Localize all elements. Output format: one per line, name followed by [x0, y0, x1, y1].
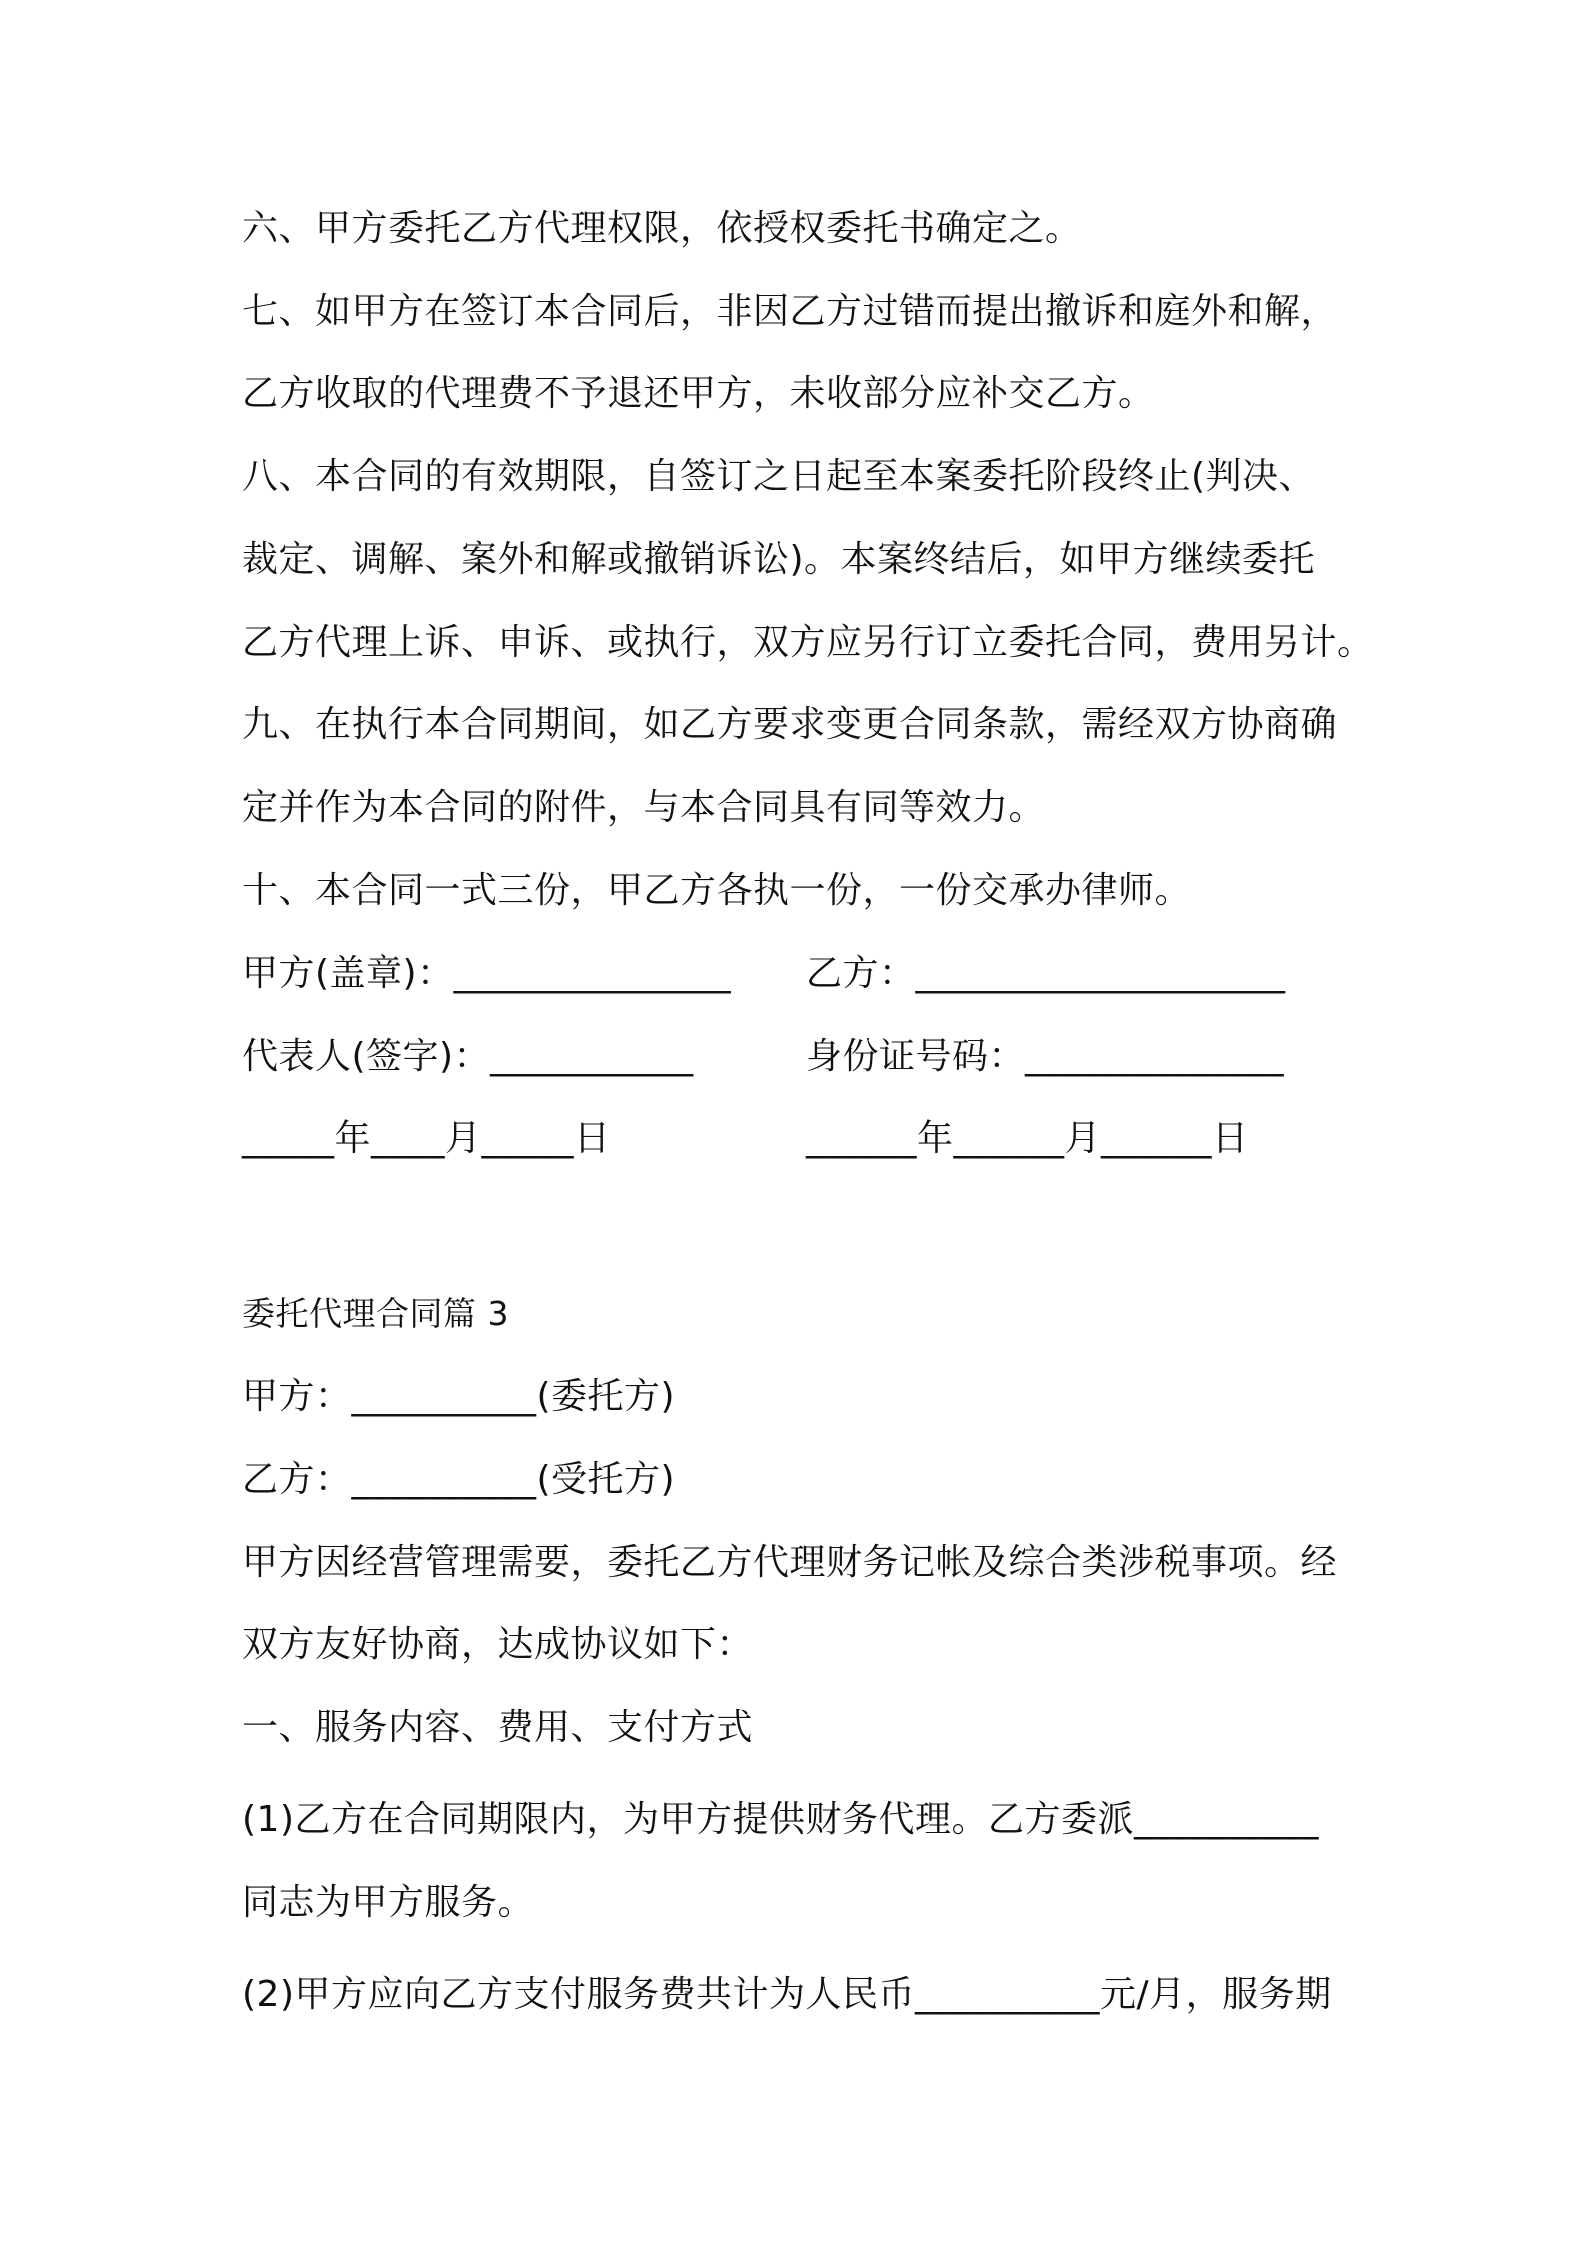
section-title: 委托代理合同篇 3	[242, 1294, 509, 1333]
intro-line-2: 双方友好协商，达成协议如下：	[242, 1624, 754, 1665]
clause-7-line-2: 乙方收取的代理费不予退还甲方，未收部分应补交乙方。	[242, 373, 1155, 414]
item-1-line-1: (1)乙方在合同期限内，为甲方提供财务代理。乙方委派__________	[242, 1799, 1319, 1840]
clause-8-line-3: 乙方代理上诉、申诉、或执行，双方应另行订立委托合同，费用另计。	[242, 622, 1374, 663]
signature-id-number: 身份证号码：______________	[806, 1036, 1285, 1077]
clause-6: 六、甲方委托乙方代理权限，依授权委托书确定之。	[242, 208, 1082, 249]
item-1-line-2: 同志为甲方服务。	[242, 1882, 535, 1923]
signature-party-a: 甲方(盖章)：_______________	[242, 953, 732, 994]
signature-party-b: 乙方：____________________	[806, 953, 1286, 994]
heading-service: 一、服务内容、费用、支付方式	[242, 1707, 754, 1748]
intro-line-1: 甲方因经营管理需要，委托乙方代理财务记帐及综合类涉税事项。经	[242, 1542, 1338, 1583]
clause-9-line-1: 九、在执行本合同期间，如乙方要求变更合同条款，需经双方协商确	[242, 704, 1338, 745]
item-2-line-1: (2)甲方应向乙方支付服务费共计为人民币__________元/月，服务期	[242, 1974, 1332, 2015]
clause-8-line-1: 八、本合同的有效期限，自签订之日起至本案委托阶段终止(判决、	[242, 456, 1316, 497]
date-left: _____年____月_____日	[242, 1118, 611, 1159]
clause-7-line-1: 七、如甲方在签订本合同后，非因乙方过错而提出撤诉和庭外和解，	[242, 291, 1338, 332]
party-b-line: 乙方：__________(受托方)	[242, 1459, 676, 1500]
clause-10: 十、本合同一式三份，甲乙方各执一份，一份交承办律师。	[242, 870, 1192, 911]
clause-9-line-2: 定并作为本合同的附件，与本合同具有同等效力。	[242, 787, 1046, 828]
signature-representative: 代表人(签字)：___________	[242, 1036, 694, 1077]
date-right: ______年______月______日	[806, 1118, 1249, 1159]
clause-8-line-2: 裁定、调解、案外和解或撤销诉讼)。本案终结后，如甲方继续委托	[242, 539, 1316, 580]
party-a-line: 甲方：__________(委托方)	[242, 1376, 676, 1417]
